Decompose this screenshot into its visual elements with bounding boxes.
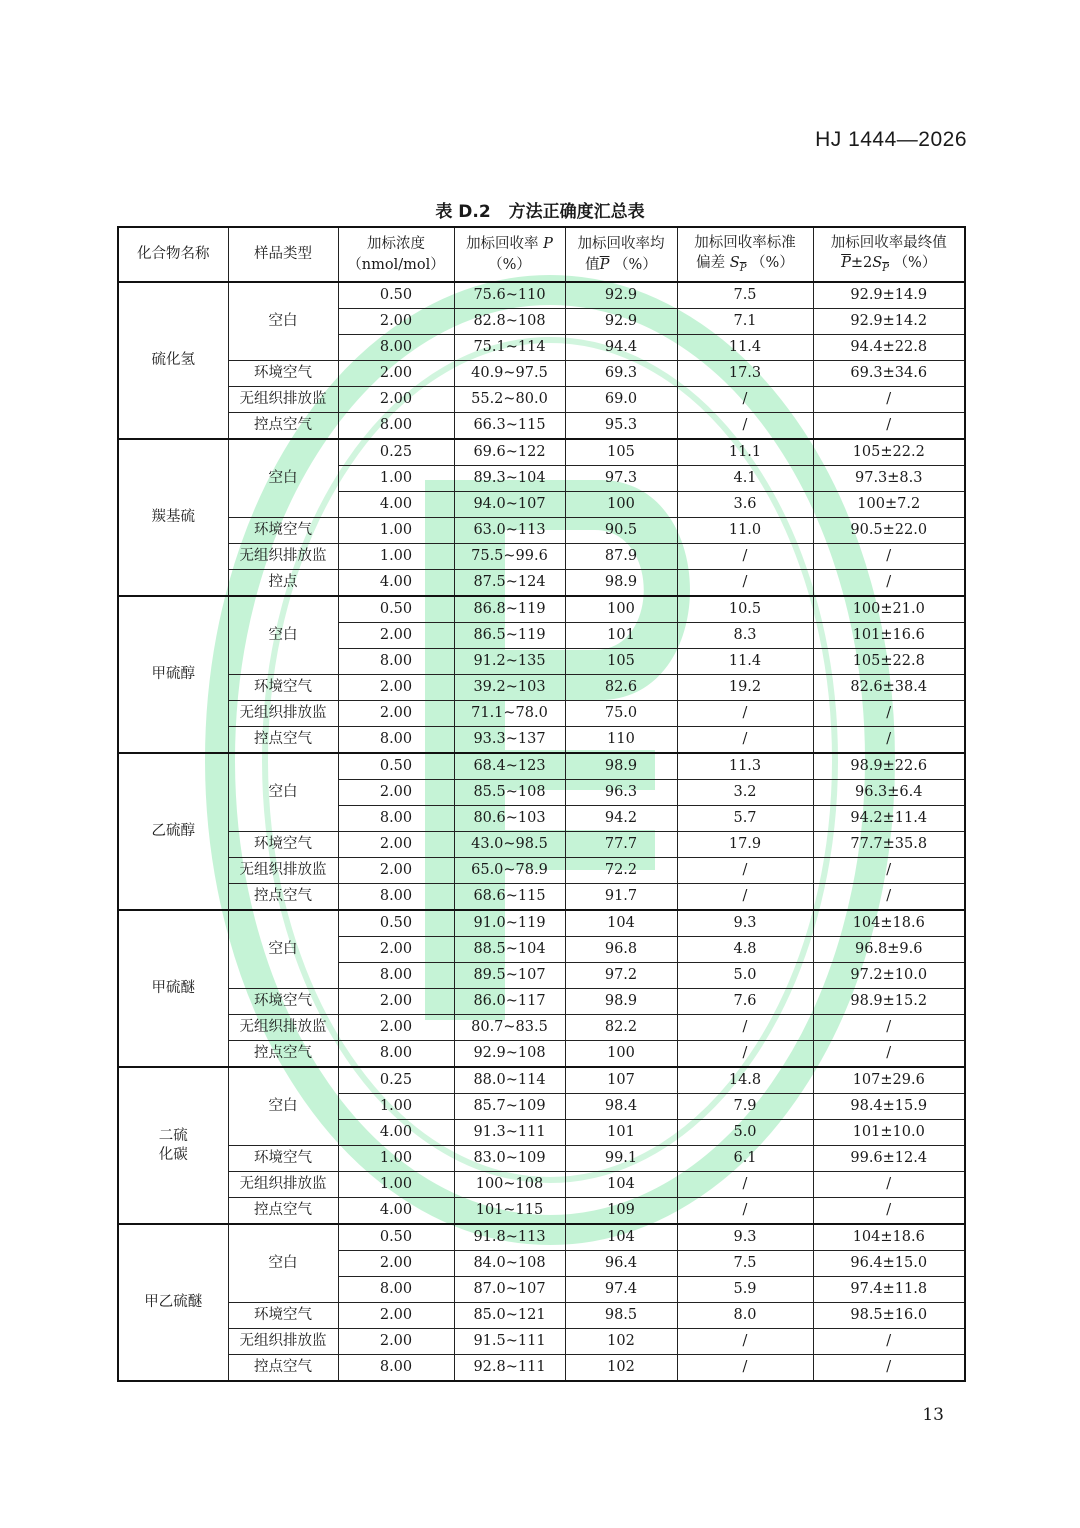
final-value-cell: / xyxy=(813,727,965,754)
final-value-cell: 90.5±22.0 xyxy=(813,518,965,544)
final-value-cell: / xyxy=(813,387,965,413)
final-value-cell: 96.4±15.0 xyxy=(813,1251,965,1277)
std-deviation-cell: / xyxy=(677,1198,813,1225)
mean-recovery-cell: 75.0 xyxy=(565,701,677,727)
mean-recovery-cell: 69.0 xyxy=(565,387,677,413)
recovery-range-cell: 68.6~115 xyxy=(454,884,565,911)
recovery-range-cell: 91.5~111 xyxy=(454,1329,565,1355)
mean-recovery-cell: 94.4 xyxy=(565,335,677,361)
mean-recovery-cell: 105 xyxy=(565,649,677,675)
header-final-value: 加标回收率最终值 $\overline{P}\pm 2S_{\overline{P}}$ （%） xyxy=(813,227,965,282)
std-deviation-cell: 5.0 xyxy=(677,1120,813,1146)
header-concentration: 加标浓度 （nmol/mol） xyxy=(338,227,454,282)
mean-recovery-cell: 110 xyxy=(565,727,677,754)
recovery-range-cell: 91.8~113 xyxy=(454,1224,565,1251)
mean-recovery-cell: 98.9 xyxy=(565,989,677,1015)
concentration-cell: 2.00 xyxy=(338,858,454,884)
std-deviation-cell: / xyxy=(677,884,813,911)
compound-name-cell: 硫化氢 xyxy=(118,282,228,439)
sample-type-cell: 环境空气 xyxy=(228,1303,338,1329)
mean-recovery-cell: 97.4 xyxy=(565,1277,677,1303)
recovery-range-cell: 65.0~78.9 xyxy=(454,858,565,884)
std-deviation-cell: / xyxy=(677,858,813,884)
compound-name-line: 化碳 xyxy=(158,1146,188,1163)
sample-type-cell: 控点空气 xyxy=(228,413,338,440)
sample-type-cell: 环境空气 xyxy=(228,675,338,701)
compound-name-cell xyxy=(118,1067,228,1224)
concentration-cell: 4.00 xyxy=(338,1198,454,1225)
std-deviation-cell: 11.4 xyxy=(677,335,813,361)
table-row xyxy=(118,387,965,413)
recovery-range-cell: 83.0~109 xyxy=(454,1146,565,1172)
concentration-cell: 1.00 xyxy=(338,518,454,544)
concentration-cell: 2.00 xyxy=(338,989,454,1015)
concentration-cell: 2.00 xyxy=(338,1303,454,1329)
concentration-cell: 8.00 xyxy=(338,1277,454,1303)
sample-type-cell: 空白 xyxy=(228,596,338,675)
std-deviation-cell: 5.7 xyxy=(677,806,813,832)
table-row xyxy=(118,1329,965,1355)
recovery-range-cell: 40.9~97.5 xyxy=(454,361,565,387)
sample-type-cell: 空白 xyxy=(228,1067,338,1146)
table-row xyxy=(118,1355,965,1382)
table-row xyxy=(118,361,965,387)
concentration-cell: 1.00 xyxy=(338,1172,454,1198)
recovery-range-cell: 85.7~109 xyxy=(454,1094,565,1120)
recovery-range-cell: 89.3~104 xyxy=(454,466,565,492)
table-row xyxy=(118,1146,965,1172)
mean-recovery-cell: 95.3 xyxy=(565,413,677,440)
concentration-cell: 2.00 xyxy=(338,309,454,335)
std-deviation-cell: 3.2 xyxy=(677,780,813,806)
mean-recovery-cell: 96.8 xyxy=(565,937,677,963)
recovery-range-cell: 66.3~115 xyxy=(454,413,565,440)
sample-type-cell: 控点空气 xyxy=(228,884,338,911)
mean-recovery-cell: 101 xyxy=(565,1120,677,1146)
concentration-cell: 8.00 xyxy=(338,335,454,361)
std-deviation-cell: 5.0 xyxy=(677,963,813,989)
recovery-range-cell: 87.5~124 xyxy=(454,570,565,597)
compound-name-cell: 甲硫醇 xyxy=(118,596,228,753)
mean-recovery-cell: 100 xyxy=(565,596,677,623)
final-value-cell: 82.6±38.4 xyxy=(813,675,965,701)
concentration-cell: 2.00 xyxy=(338,675,454,701)
concentration-cell: 2.00 xyxy=(338,1015,454,1041)
recovery-range-cell: 100~108 xyxy=(454,1172,565,1198)
table-row xyxy=(118,282,965,309)
concentration-cell: 2.00 xyxy=(338,1329,454,1355)
concentration-cell: 4.00 xyxy=(338,492,454,518)
mean-recovery-cell: 82.2 xyxy=(565,1015,677,1041)
concentration-cell: 2.00 xyxy=(338,1251,454,1277)
mean-recovery-cell: 97.3 xyxy=(565,466,677,492)
std-deviation-cell: 11.4 xyxy=(677,649,813,675)
header-std-deviation: 加标回收率标准 偏差 $S_{\overline{P}}$ （%） xyxy=(677,227,813,282)
table-row xyxy=(118,753,965,780)
concentration-cell: 8.00 xyxy=(338,413,454,440)
sample-type-cell: 空白 xyxy=(228,439,338,518)
sample-type-cell: 无组织排放监 xyxy=(228,387,338,413)
page-number: 13 xyxy=(922,1405,944,1425)
header-recovery-rate: 加标回收率 P （%） xyxy=(454,227,565,282)
concentration-cell: 0.50 xyxy=(338,596,454,623)
recovery-range-cell: 92.8~111 xyxy=(454,1355,565,1382)
table-row xyxy=(118,413,965,440)
recovery-range-cell: 80.6~103 xyxy=(454,806,565,832)
recovery-range-cell: 93.3~137 xyxy=(454,727,565,754)
std-deviation-cell: 10.5 xyxy=(677,596,813,623)
mean-recovery-cell: 100 xyxy=(565,1041,677,1068)
concentration-cell: 8.00 xyxy=(338,963,454,989)
recovery-range-cell: 69.6~122 xyxy=(454,439,565,466)
std-deviation-cell: / xyxy=(677,701,813,727)
mean-recovery-cell: 101 xyxy=(565,623,677,649)
std-deviation-cell: 7.6 xyxy=(677,989,813,1015)
std-deviation-cell: 9.3 xyxy=(677,910,813,937)
recovery-range-cell: 94.0~107 xyxy=(454,492,565,518)
concentration-cell: 0.50 xyxy=(338,1224,454,1251)
recovery-range-cell: 39.2~103 xyxy=(454,675,565,701)
sample-type-cell: 环境空气 xyxy=(228,361,338,387)
sample-type-cell: 空白 xyxy=(228,910,338,989)
mean-recovery-cell: 104 xyxy=(565,1224,677,1251)
recovery-range-cell: 75.1~114 xyxy=(454,335,565,361)
final-value-cell: / xyxy=(813,1355,965,1382)
final-value-cell: 105±22.8 xyxy=(813,649,965,675)
final-value-cell: 107±29.6 xyxy=(813,1067,965,1094)
sample-type-cell: 环境空气 xyxy=(228,1146,338,1172)
mean-recovery-cell: 98.5 xyxy=(565,1303,677,1329)
recovery-range-cell: 75.5~99.6 xyxy=(454,544,565,570)
mean-recovery-cell: 98.4 xyxy=(565,1094,677,1120)
mean-recovery-cell: 82.6 xyxy=(565,675,677,701)
std-deviation-cell: 11.3 xyxy=(677,753,813,780)
recovery-range-cell: 86.8~119 xyxy=(454,596,565,623)
final-value-cell: 97.2±10.0 xyxy=(813,963,965,989)
mean-recovery-cell: 97.2 xyxy=(565,963,677,989)
sample-type-cell: 空白 xyxy=(228,753,338,832)
recovery-range-cell: 87.0~107 xyxy=(454,1277,565,1303)
mean-recovery-cell: 102 xyxy=(565,1329,677,1355)
std-deviation-cell: 5.9 xyxy=(677,1277,813,1303)
sample-type-cell: 无组织排放监 xyxy=(228,1015,338,1041)
final-value-cell: 92.9±14.2 xyxy=(813,309,965,335)
concentration-cell: 0.50 xyxy=(338,910,454,937)
compound-name-cell: 甲硫醚 xyxy=(118,910,228,1067)
concentration-cell: 2.00 xyxy=(338,623,454,649)
final-value-cell: 69.3±34.6 xyxy=(813,361,965,387)
std-deviation-cell: 7.5 xyxy=(677,1251,813,1277)
sample-type-cell: 无组织排放监 xyxy=(228,1172,338,1198)
recovery-range-cell: 91.0~119 xyxy=(454,910,565,937)
concentration-cell: 2.00 xyxy=(338,701,454,727)
mean-recovery-cell: 102 xyxy=(565,1355,677,1382)
accuracy-summary-table xyxy=(117,226,966,1382)
concentration-cell: 8.00 xyxy=(338,1041,454,1068)
std-deviation-cell: / xyxy=(677,413,813,440)
final-value-cell: 100±7.2 xyxy=(813,492,965,518)
sample-type-cell: 控点空气 xyxy=(228,1041,338,1068)
table-row xyxy=(118,1172,965,1198)
concentration-cell: 1.00 xyxy=(338,1146,454,1172)
concentration-cell: 2.00 xyxy=(338,832,454,858)
table-row xyxy=(118,910,965,937)
table-row xyxy=(118,858,965,884)
std-deviation-cell: / xyxy=(677,1355,813,1382)
mean-recovery-cell: 90.5 xyxy=(565,518,677,544)
sample-type-cell: 环境空气 xyxy=(228,989,338,1015)
mean-recovery-cell: 98.9 xyxy=(565,570,677,597)
mean-recovery-cell: 107 xyxy=(565,1067,677,1094)
concentration-cell: 4.00 xyxy=(338,570,454,597)
concentration-cell: 4.00 xyxy=(338,1120,454,1146)
final-value-cell: 104±18.6 xyxy=(813,910,965,937)
final-value-cell: 101±16.6 xyxy=(813,623,965,649)
concentration-cell: 2.00 xyxy=(338,937,454,963)
std-deviation-cell: 17.3 xyxy=(677,361,813,387)
concentration-cell: 8.00 xyxy=(338,1355,454,1382)
std-deviation-cell: 7.9 xyxy=(677,1094,813,1120)
std-deviation-cell: / xyxy=(677,544,813,570)
table-caption xyxy=(0,197,1080,222)
concentration-cell: 8.00 xyxy=(338,727,454,754)
table-row xyxy=(118,832,965,858)
std-deviation-cell: 11.0 xyxy=(677,518,813,544)
std-deviation-cell: / xyxy=(677,570,813,597)
std-deviation-cell: 9.3 xyxy=(677,1224,813,1251)
final-value-cell: 98.4±15.9 xyxy=(813,1094,965,1120)
sample-type-cell: 无组织排放监 xyxy=(228,701,338,727)
final-value-cell: 77.7±35.8 xyxy=(813,832,965,858)
sample-type-cell: 环境空气 xyxy=(228,518,338,544)
recovery-range-cell: 92.9~108 xyxy=(454,1041,565,1068)
final-value-cell: / xyxy=(813,1172,965,1198)
recovery-range-cell: 88.5~104 xyxy=(454,937,565,963)
table-row xyxy=(118,1224,965,1251)
std-deviation-cell: 17.9 xyxy=(677,832,813,858)
table-row xyxy=(118,1303,965,1329)
sample-type-cell: 控点空气 xyxy=(228,1355,338,1382)
std-deviation-cell: 8.3 xyxy=(677,623,813,649)
mean-recovery-cell: 96.4 xyxy=(565,1251,677,1277)
recovery-range-cell: 82.8~108 xyxy=(454,309,565,335)
final-value-cell: 99.6±12.4 xyxy=(813,1146,965,1172)
final-value-cell: / xyxy=(813,701,965,727)
recovery-range-cell: 91.2~135 xyxy=(454,649,565,675)
recovery-range-cell: 75.6~110 xyxy=(454,282,565,309)
table-row xyxy=(118,518,965,544)
mean-recovery-cell: 92.9 xyxy=(565,282,677,309)
concentration-cell: 2.00 xyxy=(338,387,454,413)
concentration-cell: 2.00 xyxy=(338,361,454,387)
compound-name-cell: 羰基硫 xyxy=(118,439,228,596)
mean-recovery-cell: 77.7 xyxy=(565,832,677,858)
concentration-cell: 1.00 xyxy=(338,466,454,492)
table-title-text: 方法正确度汇总表 xyxy=(508,202,645,222)
recovery-range-cell: 88.0~114 xyxy=(454,1067,565,1094)
recovery-range-cell: 86.5~119 xyxy=(454,623,565,649)
final-value-cell: / xyxy=(813,413,965,440)
table-header-row xyxy=(118,227,965,282)
std-deviation-cell: 4.8 xyxy=(677,937,813,963)
final-value-cell: 98.9±22.6 xyxy=(813,753,965,780)
final-value-cell: 105±22.2 xyxy=(813,439,965,466)
final-value-cell: 96.8±9.6 xyxy=(813,937,965,963)
std-deviation-cell: / xyxy=(677,1041,813,1068)
concentration-cell: 0.25 xyxy=(338,439,454,466)
mean-recovery-cell: 100 xyxy=(565,492,677,518)
concentration-cell: 2.00 xyxy=(338,780,454,806)
final-value-cell: 97.3±8.3 xyxy=(813,466,965,492)
concentration-cell: 8.00 xyxy=(338,806,454,832)
recovery-range-cell: 68.4~123 xyxy=(454,753,565,780)
table-row xyxy=(118,570,965,597)
table-body xyxy=(118,282,965,1381)
table-row xyxy=(118,1067,965,1094)
mean-recovery-cell: 98.9 xyxy=(565,753,677,780)
final-value-cell: 101±10.0 xyxy=(813,1120,965,1146)
final-value-cell: 98.5±16.0 xyxy=(813,1303,965,1329)
final-value-cell: 94.4±22.8 xyxy=(813,335,965,361)
recovery-range-cell: 84.0~108 xyxy=(454,1251,565,1277)
mean-recovery-cell: 91.7 xyxy=(565,884,677,911)
sample-type-cell: 控点 xyxy=(228,570,338,597)
recovery-range-cell: 43.0~98.5 xyxy=(454,832,565,858)
concentration-cell: 8.00 xyxy=(338,884,454,911)
recovery-range-cell: 86.0~117 xyxy=(454,989,565,1015)
std-deviation-cell: 19.2 xyxy=(677,675,813,701)
final-value-cell: / xyxy=(813,1015,965,1041)
std-deviation-cell: / xyxy=(677,1015,813,1041)
std-deviation-cell: 7.1 xyxy=(677,309,813,335)
final-value-cell: 100±21.0 xyxy=(813,596,965,623)
sample-type-cell: 无组织排放监 xyxy=(228,544,338,570)
compound-name-cell: 乙硫醇 xyxy=(118,753,228,910)
mean-recovery-cell: 69.3 xyxy=(565,361,677,387)
std-deviation-cell: / xyxy=(677,387,813,413)
mean-recovery-cell: 104 xyxy=(565,1172,677,1198)
concentration-cell: 1.00 xyxy=(338,1094,454,1120)
sample-type-cell: 无组织排放监 xyxy=(228,858,338,884)
std-deviation-cell: 7.5 xyxy=(677,282,813,309)
std-deviation-cell: / xyxy=(677,1172,813,1198)
final-value-cell: / xyxy=(813,884,965,911)
std-deviation-cell: / xyxy=(677,727,813,754)
table-row xyxy=(118,1041,965,1068)
concentration-cell: 1.00 xyxy=(338,544,454,570)
recovery-range-cell: 85.5~108 xyxy=(454,780,565,806)
recovery-range-cell: 80.7~83.5 xyxy=(454,1015,565,1041)
header-mean-recovery: 加标回收率均 值$\overline{P}$ （%） xyxy=(565,227,677,282)
std-deviation-cell: 3.6 xyxy=(677,492,813,518)
std-deviation-cell: 6.1 xyxy=(677,1146,813,1172)
mean-recovery-cell: 109 xyxy=(565,1198,677,1225)
std-deviation-cell: 8.0 xyxy=(677,1303,813,1329)
compound-name-cell: 甲乙硫醚 xyxy=(118,1224,228,1381)
document-code: HJ 1444—2026 xyxy=(815,128,967,151)
final-value-cell: / xyxy=(813,570,965,597)
table-row xyxy=(118,675,965,701)
final-value-cell: 92.9±14.9 xyxy=(813,282,965,309)
std-deviation-cell: 4.1 xyxy=(677,466,813,492)
table-row xyxy=(118,727,965,754)
final-value-cell: / xyxy=(813,858,965,884)
mean-recovery-cell: 94.2 xyxy=(565,806,677,832)
recovery-range-cell: 89.5~107 xyxy=(454,963,565,989)
concentration-cell: 0.25 xyxy=(338,1067,454,1094)
mean-recovery-cell: 96.3 xyxy=(565,780,677,806)
final-value-cell: 97.4±11.8 xyxy=(813,1277,965,1303)
concentration-cell: 0.50 xyxy=(338,282,454,309)
recovery-range-cell: 63.0~113 xyxy=(454,518,565,544)
sample-type-cell: 控点空气 xyxy=(228,727,338,754)
table-row xyxy=(118,989,965,1015)
final-value-cell: / xyxy=(813,1198,965,1225)
mean-recovery-cell: 87.9 xyxy=(565,544,677,570)
recovery-range-cell: 85.0~121 xyxy=(454,1303,565,1329)
recovery-range-cell: 91.3~111 xyxy=(454,1120,565,1146)
header-compound: 化合物名称 xyxy=(118,227,228,282)
final-value-cell: 104±18.6 xyxy=(813,1224,965,1251)
final-value-cell: / xyxy=(813,1329,965,1355)
std-deviation-cell: / xyxy=(677,1329,813,1355)
final-value-cell: 96.3±6.4 xyxy=(813,780,965,806)
final-value-cell: 94.2±11.4 xyxy=(813,806,965,832)
sample-type-cell: 控点空气 xyxy=(228,1198,338,1225)
concentration-cell: 8.00 xyxy=(338,649,454,675)
table-row xyxy=(118,884,965,911)
recovery-range-cell: 55.2~80.0 xyxy=(454,387,565,413)
table-row xyxy=(118,544,965,570)
table-row xyxy=(118,1198,965,1225)
sample-type-cell: 空白 xyxy=(228,1224,338,1303)
sample-type-cell: 环境空气 xyxy=(228,832,338,858)
mean-recovery-cell: 104 xyxy=(565,910,677,937)
std-deviation-cell: 11.1 xyxy=(677,439,813,466)
mean-recovery-cell: 92.9 xyxy=(565,309,677,335)
table-row xyxy=(118,701,965,727)
header-sample-type: 样品类型 xyxy=(228,227,338,282)
table-number: 表 D.2 xyxy=(435,202,491,222)
recovery-range-cell: 71.1~78.0 xyxy=(454,701,565,727)
final-value-cell: / xyxy=(813,1041,965,1068)
compound-name-line: 二硫 xyxy=(158,1128,188,1145)
table-row xyxy=(118,1015,965,1041)
concentration-cell: 0.50 xyxy=(338,753,454,780)
final-value-cell: 98.9±15.2 xyxy=(813,989,965,1015)
mean-recovery-cell: 99.1 xyxy=(565,1146,677,1172)
table-row xyxy=(118,439,965,466)
std-deviation-cell: 14.8 xyxy=(677,1067,813,1094)
recovery-range-cell: 101~115 xyxy=(454,1198,565,1225)
sample-type-cell: 无组织排放监 xyxy=(228,1329,338,1355)
mean-recovery-cell: 105 xyxy=(565,439,677,466)
mean-recovery-cell: 72.2 xyxy=(565,858,677,884)
sample-type-cell: 空白 xyxy=(228,282,338,361)
table-row xyxy=(118,596,965,623)
final-value-cell: / xyxy=(813,544,965,570)
